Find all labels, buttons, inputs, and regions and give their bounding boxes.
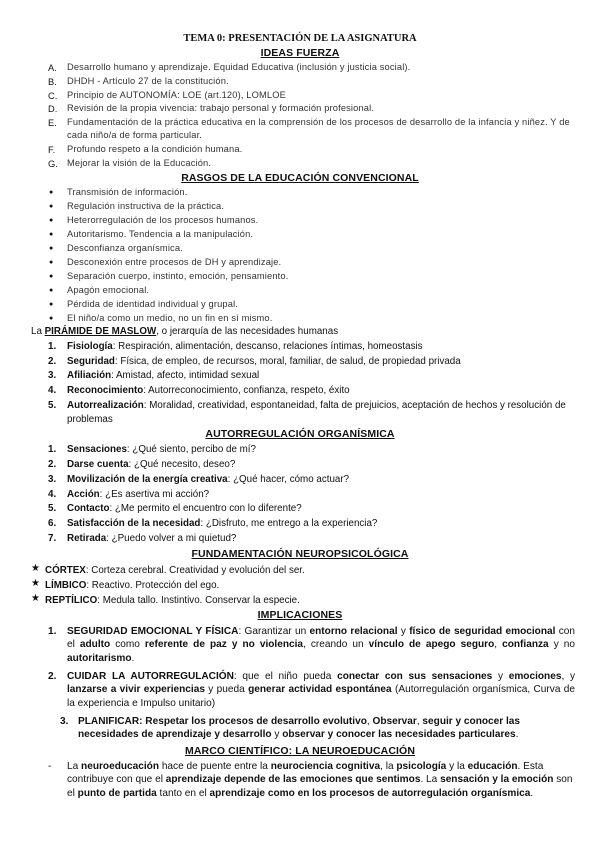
bullet-icon: ● — [49, 259, 54, 266]
autorregulacion-heading: AUTORREGULACIÓN ORGANÍSMICA — [205, 428, 395, 440]
impl-bold: generar actividad espontánea — [248, 684, 392, 696]
maslow-item — [67, 355, 461, 368]
impl-text: y — [397, 626, 410, 637]
impl-text: , — [494, 639, 503, 651]
impl-num — [48, 625, 56, 638]
auto-num — [48, 458, 56, 471]
ideas-marker: G. — [48, 159, 58, 169]
marco-bold: psicología — [396, 761, 447, 772]
ideas-marker: D. — [48, 104, 58, 114]
impl-item-2 — [67, 670, 575, 710]
ideas-item: Profundo respeto a la condición humana. — [67, 144, 243, 154]
ideas-item: Mejorar la visión de la Educación. — [67, 158, 212, 168]
impl-bold: Respetar los procesos de desarrollo evolutivo — [145, 716, 367, 727]
auto-num — [48, 532, 56, 545]
neuro-item — [45, 564, 305, 577]
neuro-item — [45, 579, 219, 592]
bullet-icon: ● — [49, 273, 54, 280]
impl-text: y — [492, 671, 509, 682]
marco-text: . La — [420, 774, 441, 786]
rasgos-item: El niño/a como un medio, no un fin en sí mismo. — [67, 313, 273, 323]
impl-text: como — [110, 639, 145, 651]
maslow-text: : Amistad, afecto, intimidad sexual — [111, 370, 260, 381]
impl-bold: lanzarse a vivir experiencias — [67, 684, 205, 696]
ideas-marker: A. — [48, 63, 57, 73]
ideas-marker: F. — [48, 145, 56, 155]
star-icon: ★ — [31, 578, 40, 589]
auto-num-text: 1. — [48, 444, 57, 455]
impl-text: . — [131, 652, 135, 664]
rasgos-item: Regulación instructiva de la práctica. — [67, 201, 225, 211]
marco-bold: punto de partida — [77, 787, 157, 799]
auto-text: : ¿Es asertiva mi acción? — [99, 489, 210, 500]
marco-text: y la — [446, 761, 468, 772]
maslow-text: : Autorreconocimiento, confianza, respeto, éxito — [143, 385, 350, 396]
auto-term: Satisfacción de la necesidad — [67, 518, 201, 529]
neuro-term: LÍMBICO — [45, 580, 87, 591]
maslow-intro-post: , o jerarquía de las necesidades humanas — [156, 326, 339, 337]
bullet-icon: ● — [49, 301, 54, 308]
neuro-text: : Medula tallo. Instintivo. Conservar la especie. — [97, 595, 300, 606]
impl-num — [48, 670, 56, 683]
impl-text: , — [416, 716, 423, 727]
impl-text: : que el niño pueda — [233, 671, 338, 682]
auto-num-text: 3. — [48, 474, 57, 485]
ideas-item: Desarrollo humano y aprendizaje. Equidad Educativa (inclusión y justicia social). — [67, 62, 411, 72]
impl-term: CUIDAR LA AUTORREGULACIÓN — [67, 671, 234, 682]
marco-bold: neurociencia cognitiva — [270, 761, 381, 772]
auto-num — [48, 473, 56, 486]
impl-bold: vínculo de apego seguro — [368, 639, 495, 651]
impl-text: y — [271, 729, 283, 741]
auto-num-text: 6. — [48, 518, 57, 529]
auto-text: : ¿Me permito el encuentro con lo diferente? — [109, 503, 302, 514]
impl-bold: Observar — [372, 716, 417, 727]
auto-item — [67, 443, 256, 456]
impl-num — [60, 715, 68, 728]
maslow-num — [48, 340, 56, 353]
maslow-text: : Moralidad, creatividad, espontaneidad, falta de prejuicios, aceptación de hechos y resolución de problemas — [67, 400, 566, 425]
neuro-term: CÓRTEX — [45, 565, 86, 576]
maslow-num — [48, 369, 56, 382]
maslow-term: Reconocimiento — [67, 385, 144, 396]
impl-num-text: 3. — [60, 716, 69, 727]
auto-num-text: 7. — [48, 533, 57, 544]
impl-num-text: 2. — [48, 671, 57, 682]
bullet-icon: ● — [49, 245, 54, 252]
bullet-icon: ● — [49, 231, 54, 238]
maslow-num-text: 5. — [48, 400, 57, 411]
maslow-item — [67, 384, 350, 397]
maslow-term: Autorrealización — [67, 400, 144, 411]
impl-bold: : — [139, 716, 146, 727]
rasgos-item: Pérdida de identidad individual y grupal. — [67, 299, 239, 309]
maslow-num — [48, 384, 56, 397]
neuro-term: REPTÍLICO — [45, 595, 98, 606]
star-icon: ★ — [31, 563, 40, 574]
marco-text: tanto en el — [156, 787, 210, 799]
marco-text: hace de puente entre la — [159, 761, 271, 772]
maslow-num-text: 4. — [48, 385, 57, 396]
rasgos-item: Apagón emocional. — [67, 285, 150, 295]
marco-text: La — [67, 761, 82, 772]
impl-bold: referente de paz y no violencia — [144, 639, 304, 651]
ideas-heading: IDEAS FUERZA — [260, 47, 340, 59]
impl-bold: emociones — [508, 671, 562, 682]
marco-heading: MARCO CIENTÍFICO: LA NEUROEDUCACIÓN — [184, 745, 416, 757]
auto-item — [67, 517, 377, 530]
ideas-marker: E. — [48, 118, 57, 128]
dash-icon: - — [48, 761, 52, 772]
impl-bold: entorno relacional — [309, 626, 398, 637]
impl-bold: conectar con sus sensaciones — [337, 671, 493, 682]
maslow-term: Afiliación — [67, 370, 112, 381]
maslow-num — [48, 355, 56, 368]
star-icon: ★ — [31, 593, 40, 604]
bullet-icon: ● — [49, 315, 54, 322]
neuro-item — [45, 594, 300, 607]
auto-text: : ¿Puedo volver a mi quietud? — [106, 533, 237, 544]
maslow-text: : Física, de empleo, de recursos, moral, familiar, de salud, de propiedad privada — [114, 356, 461, 367]
marco-bold: educación — [467, 761, 518, 772]
marco-text: . — [530, 787, 534, 799]
impl-text: , y — [561, 671, 575, 682]
rasgos-item: Autoritarismo. Tendencia a la manipulación. — [67, 229, 254, 239]
document-title: TEMA 0: PRESENTACIÓN DE LA ASIGNATURA — [183, 33, 417, 44]
implicaciones-heading: IMPLICACIONES — [257, 609, 343, 621]
marco-text: son el — [67, 774, 573, 799]
auto-item — [67, 458, 235, 471]
auto-term: Sensaciones — [67, 444, 127, 455]
neuro-heading: FUNDAMENTACIÓN NEUROPSICOLÓGICA — [191, 548, 409, 560]
auto-num — [48, 502, 56, 515]
impl-item-3 — [78, 715, 578, 742]
impl-bold: físico de seguridad emocional — [409, 626, 556, 637]
marco-bold: sensación y la emoción — [440, 774, 554, 786]
bullet-icon: ● — [49, 203, 54, 210]
maslow-num-text: 2. — [48, 356, 57, 367]
maslow-intro — [31, 325, 338, 338]
auto-term: Acción — [67, 489, 100, 500]
auto-item — [67, 502, 302, 515]
auto-text: : ¿Qué siento, percibo de mí? — [126, 444, 256, 455]
auto-term: Movilización de la energía creativa — [67, 474, 228, 485]
impl-bold: autoritarismo — [67, 652, 132, 664]
impl-bold: seguir y conocer las necesidades de aprendizaje y desarrollo — [78, 716, 521, 741]
auto-term: Contacto — [67, 503, 110, 514]
auto-text: : ¿Disfruto, me entrego a la experiencia? — [200, 518, 378, 529]
impl-text: y no — [548, 639, 575, 651]
auto-num-text: 2. — [48, 459, 57, 470]
auto-term: Retirada — [67, 533, 107, 544]
auto-item — [67, 488, 209, 501]
impl-text: , — [366, 716, 373, 727]
impl-bold: observar y conocer las necesidades particulares — [282, 729, 516, 741]
marco-text: , la — [380, 761, 397, 772]
maslow-term: Seguridad — [67, 356, 115, 367]
ideas-item: DHDH - Artículo 27 de la constitución. — [67, 76, 229, 86]
bullet-icon: ● — [49, 189, 54, 196]
maslow-item — [67, 340, 423, 353]
impl-num-text: 1. — [48, 626, 57, 637]
impl-text: con el — [67, 626, 575, 651]
auto-num-text: 5. — [48, 503, 57, 514]
impl-term: SEGURIDAD EMOCIONAL Y FÍSICA — [67, 626, 239, 637]
auto-num — [48, 488, 56, 501]
rasgos-item: Desconexión entre procesos de DH y aprendizaje. — [67, 257, 282, 267]
auto-num — [48, 517, 56, 530]
maslow-title: PIRÁMIDE DE MASLOW — [44, 326, 157, 337]
marco-text: . Esta contribuye con que el — [67, 761, 544, 786]
rasgos-item: Heterorregulación de los procesos humanos. — [67, 215, 259, 225]
ideas-item: Revisión de la propia vivencia: trabajo personal y formación profesional. — [67, 103, 375, 113]
maslow-item — [67, 399, 581, 426]
marco-bold: neuroeducación — [81, 761, 160, 772]
impl-item-1 — [67, 625, 575, 665]
auto-item — [67, 473, 349, 486]
rasgos-item: Separación cuerpo, instinto, emoción, pensamiento. — [67, 271, 289, 281]
maslow-num-text: 1. — [48, 341, 57, 352]
auto-num — [48, 443, 56, 456]
neuro-text: : Reactivo. Protección del ego. — [86, 580, 220, 591]
maslow-term: Fisiología — [67, 341, 113, 352]
auto-text: : ¿Qué hacer, cómo actuar? — [227, 474, 350, 485]
maslow-item — [67, 369, 259, 382]
impl-term: PLANIFICAR — [78, 716, 140, 727]
rasgos-heading: RASGOS DE LA EDUCACIÓN CONVENCIONAL — [181, 172, 419, 184]
rasgos-item: Desconfianza organísmica. — [67, 243, 183, 253]
impl-text: y pueda — [204, 684, 249, 696]
auto-num-text: 4. — [48, 489, 57, 500]
ideas-item: Fundamentación de la práctica educativa en la comprensión de los procesos de desarrollo de la infancia y niñez. Y de cada niño/a de forma particular. — [67, 117, 570, 140]
rasgos-item: Transmisión de información. — [67, 187, 188, 197]
ideas-item: Principio de AUTONOMÍA: LOE (art.120), LOMLOE — [67, 90, 286, 100]
marco-bold: aprendizaje como en los procesos de autorregulación organísmica — [209, 787, 531, 799]
impl-bold: confianza — [502, 639, 549, 651]
ideas-marker: C. — [48, 91, 58, 101]
maslow-intro-pre: La — [31, 326, 45, 337]
impl-text: . — [515, 729, 519, 741]
maslow-num — [48, 399, 56, 412]
auto-item — [67, 532, 236, 545]
bullet-icon: ● — [49, 217, 54, 224]
maslow-num-text: 3. — [48, 370, 57, 381]
impl-text: (Autorregulación organísmica, Curva de la experiencia e Impulso unitario) — [67, 684, 576, 709]
neuro-text: : Corteza cerebral. Creatividad y evolución del ser. — [85, 565, 305, 576]
impl-bold: adulto — [79, 639, 111, 651]
bullet-icon: ● — [49, 287, 54, 294]
auto-text: : ¿Qué necesito, deseo? — [128, 459, 236, 470]
impl-text: : Garantizar un — [238, 626, 310, 637]
marco-paragraph — [67, 760, 577, 800]
ideas-marker: B. — [48, 77, 57, 87]
maslow-text: : Respiración, alimentación, descanso, relaciones íntimas, homeostasis — [112, 341, 423, 352]
auto-term: Darse cuenta — [67, 459, 129, 470]
impl-text: , creando un — [303, 639, 369, 651]
marco-bold: aprendizaje depende de las emociones que sentimos — [165, 774, 421, 786]
